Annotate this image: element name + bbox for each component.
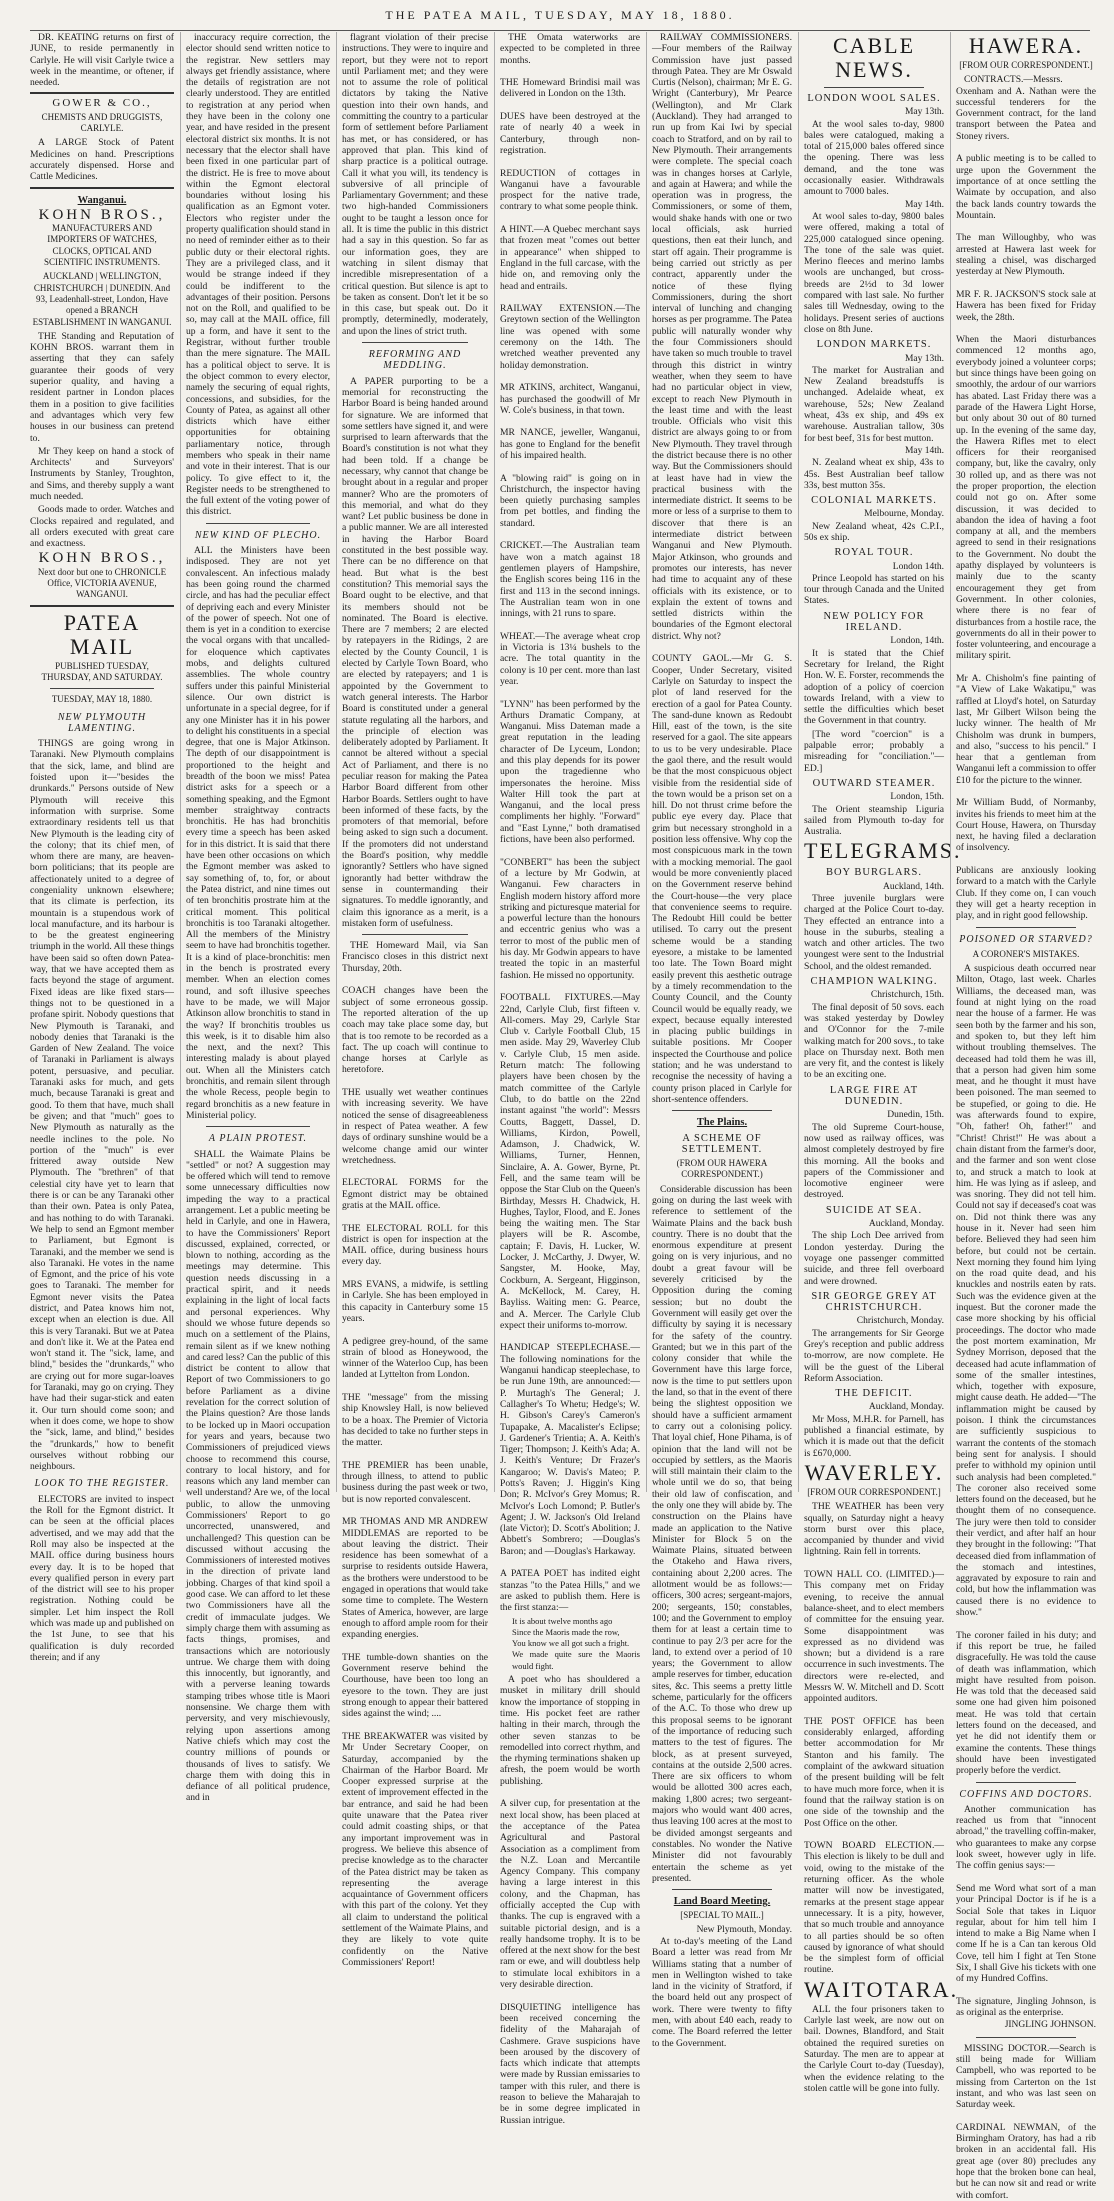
- news-items: THE Homeward Mail, via San Francisco closes in this district next Thursday, 20th. COACH changes have been the subject of some erroneous gossip. The reported alteration of the up coach may take place some day, but that is too remote to be recorded as a fact. The up coach will continue to change horses at Carlyle as heretofore. THE usually wet weather continues with increasing severity. We have noticed the sense of disagreeableness in respect of Patea weather. A few days of ordinary sunshine would be a welcome change amid our winter wretchedness. ELECTORAL FORMS for the Egmont district may be obtained gratis at the MAIL office. THE ELECTORAL ROLL for this district is open for inspection at the MAIL office, during business hours every day. MRS EVANS, a midwife, is settling in Carlyle. She has been employed in this capacity in Canterbury some 15 years. A pedigree grey-hound, of the same strain of blood as Honeywood, the winner of the Waterloo Cup, has been landed at Lyttelton from London. THE "message" from the missing ship Knowsley Hall, is now believed to be a hoax. The Premier of Victoria has decided to take no further steps in the matter. THE PREMIER has been unable, through illness, to attend to public business during the past week or two, but is now reported convalescent. MR THOMAS AND MR ANDREW MIDDLEMAS are reported to be about leaving the district. Their residence has been somewhat of a surprise to residents outside Hawera, as the brothers were understood to be engaged in operations that would take some time to complete. The Western States of America, however, are large enough to afford ample room for their expanding energies. THE tumble-down shanties on the Government reserve behind the Courthouse, have been too long an eyesore to the town. They are just strong enough to appear their battered sides against the wind; .... THE BREAKWATER was visited by Mr Under Secretary Cooper, on Saturday, accompanied by the Chairman of the Harbor Board. Mr Cooper expressed surprise at the extent of improvement effected in the bar entrance, and said he had been quite unaware that the Patea river could admit coasting ships, or that any important improvement was in progress. We believe this absence of precise knowledge as to the character of the Patea district may be taken as representing the average acquaintance of Government officers with this part of the colony. Yet they all claim to understand the political settlement of the Waimate Plains, and they are likely to vote quite confidently on the Native Commissioners' Report!: [342, 940, 488, 1968]
- article-heading: REFORMING AND MEDDLING.: [368, 349, 462, 372]
- article-body: ALL the Ministers have been indisposed. They are not yet convalescent. An infectious malady has been going round the charmed circle, and has had the peculiar effect of depriving each and every Minister of the power of speech. Not one of them is yet in a condition to exercise the vocal organs with that uncalled-for eloquence which captivates mobs, and delights cultured assemblies. The whole country suffers under this painful Ministerial silence. Our own district is unfortunate in a special degree, for if any one Minister has it in his power to delight his constituents in a special degree, that one is Major Atkinson. The depth of our disappointment is proportioned to the height and breadth of the boon we miss! Patea district asks for a speech or a something speaking, and the Egmont member straightway contracts bronchitis. He has had bronchitis every time a speech has been asked for in this district. It is said that there have been other occasions on which the Egmont member was asked to say something of, to, for, or about the Patea district, and nine times out of ten bronchitis prostrate him at the critical moment. This political bronchitis is too Taranaki altogether. All the members of the Ministry seem to have had bronchitis together. It is a kind of place-bronchitis: men in the bench is prostrated every member. When an election comes round, and soft illusive speeches have to be made, we will Major Atkinson allow bronchitis to stand in the way? If bronchitis troubles us this week, is it to disable him also the next, and the next? This interesting malady is about played out. When all the Ministers catch bronchitis, and remain silent through the whole Recess, people begin to regard bronchitis as a new feature in Ministerial policy.: [186, 545, 330, 1121]
- article-heading: NEW PLYMOUTH LAMENTING.: [57, 711, 147, 734]
- column-7: [950, 32, 1100, 2201]
- dateline: Auckland, Monday.: [868, 1219, 944, 1230]
- news-heading: SUICIDE AT SEA.: [825, 1204, 923, 1216]
- news-body: Prince Leopold has started on his tour through Canada and the United States.: [804, 572, 944, 607]
- section-heading: TELEGRAMS.: [804, 838, 962, 864]
- news-items: THE WEATHER has been very squally, on Saturday night a heavy storm burst over this place, accompanied by thunder and vivid lightning. Rain fell in torrents. TOWN HALL CO. (LIMITED.)—This company met on Friday evening, to receive the annual balance-sheet, and to elect members of committee for the ensuing year. Some disappointment was expressed as no dividend was shown; but a dividend is a rare occurrence in such investments. The directors were re-elected, and Messrs W. W. Mitchell and D. Scott appointed auditors. THE POST OFFICE has been considerably enlarged, affording better accommodation for Mr Stanton and his family. The complaint of the awkward situation of the present building will be felt to have much more force, when it is found that the railway station is on one side of the township and the Post Office on the other. TOWN BOARD ELECTION.—This election is likely to be dull and void, owing to the mistake of the returning officer. As the whole matter will now be investigated, remarks at the present stage appear unnecessary. It is a pity, however, that so much trouble and annoyance to all parties should be so often caused by ignorance of what should be the simplest form of official routine.: [804, 1501, 944, 1976]
- ad-kohn-sub: MANUFACTURERS AND IMPORTERS OF WATCHES, CLOCKS, OPTICAL AND SCIENTIFIC INSTRUMENTS.: [43, 223, 160, 268]
- news-heading: ROYAL TOUR.: [834, 547, 914, 559]
- news-heading: LARGE FIRE AT DUNEDIN.: [829, 1084, 919, 1108]
- article-source: [SPECIAL TO MAIL.]: [680, 1910, 764, 1921]
- news-items: THE Omata waterworks are expected to be completed in three months. THE Homeward Brindisi mail was delivered in London on the 13th. DUES have been destroyed at the rate of nearly 40 a week in Canterbury, through non-registration. REDUCTION of cottages in Wanganui have a favourable prospect for the native trade, contrary to what some people think. A HINT.—A Quebec merchant says that frozen meat "comes out better in appearance" when shipped to England in the full carcase, with the hide on, and removing only the head and entrails. RAILWAY EXTENSION.—The Greytown section of the Wellington line was opened with some ceremony on the 14th. The wretched weather prevented any holiday demonstration. MR ATKINS, architect, Wanganui, has purchased the goodwill of Mr W. Cole's business, in that town. MR NANCE, jeweller, Wanganui, has gone to England for the benefit of his impaired health. A "blowing raid" is going on in Christchurch, the inspector having been quietly purchasing samples from pet bottles, and finding the standard. CRICKET.—The Australian team have won a match against 18 gentlemen players of Hampshire, the English scores being 116 in the first and 113 in the second innings. The Australian team won in one innings, with 21 runs to spare. WHEAT.—The average wheat crop in Victoria is 13¼ bushels to the acre. The total quantity in the colony is 10 per cent. more than last year. "LYNN" has been performed by the Arthurs Dramatic Company, at Wanganui. Miss Dateman made a great reputation in the leading character of De Lyceum, London; and this play depends for its power upon the tragedienne who impersonates the heroine. Miss Walter Hill took the part at Wanganui, and the local press compliments her highly. "Forward" and "East Lynne," both dramatised fictions, have been also performed. "CONBERT" has been the subject of a lecture by Mr Godwin, at Wanganui. Few characters in English modern history afford more striking and picturesque material for a powerful lecture than the honours and eccentric genius who was a terror to most of the public men of his day. Mr Godwin appears to have treated the topic in an masterful fashion. He missed no opportunity. FOOTBALL FIXTURES.—May 22nd, Carlyle Club, first fifteen v. All-comers. May 29, Carlyle Star Club v. Carlyle Football Club, 15 men aside. May 29, Waverley Club v. Carlyle Club, 15 men aside. Return match: The following players have been chosen by the match committee of the Carlyle Club, to do battle on the 22nd instant against "the world": Messrs Coutts, Baggett, Dassel, D. Williams, Kirdon, Powell, Adamson, J. Chadwick, W. Williams, Turner, Hennen, Sinclaire, A. A. Gower, Byrne, Pt. Fell, and the same team will be oppose the Star Club on the Queen's Birthday, Messrs H. Chadwick, H. Hughes, Taylor, Flood, and E. Jones being the waiting men. The Star players will be R. Ascombe, captain; F. Davis, H. Lucker, W. Locker, J. McCarthy, J. Dwyer, W. Sangster, M. Hooke, May, Cockburn, A. Sergeant, Higginson, A. McKellock, M. Carey, H. Bayliss. Waiting men: G. Pearce, and A. Mercer. The Carlyle Club expect their uniforms to-morrow. HANDICAP STEEPLECHASE.—The following nominations for the Wanganui handicap steeplechase, to be run June 19th, are announced:—P. Murtagh's The General; J. Callagher's To Whetu; Hedge's; W. H. Gibson's Carey's Cameron's Tupapake, A. Macalister's Eclipse; J. Gardener's Trientia; A. A. Keith's Tiger; Thompson; J. Keith's Ada; A. J. Keith's Venture; Dr Frazer's Kangaroo; W. Davis's Mateo; P. Potts's Raven; J. Higgin's King Don; R. McIvor's Grey Momus; R. McIvor's Loch Lomond; P. Butler's Agent; J. W. Jackson's Old Ireland (late Victor); D. Scott's Abolition; J. Abbett's Sombrero; —Douglas's Baron; and —Douglas's Harkaway. A PATEA POET has indited eight stanzas "to the Patea Hills," and we are asked to publish them. Here is the first stanza:—: [500, 32, 640, 1614]
- news-body: The old Supreme Court-house, now used as railway offices, was almost completely destroyed by fire this morning. All the books and papers of the Commissioner and locomotive engineer were destroyed.: [804, 1121, 944, 1201]
- poem-verse: It is about twelve months ago Since the Maoris made the row, You know we all got such a fright. We made quite sure the Maoris would fight.: [512, 1615, 640, 1671]
- article-body: flagrant violation of their precise instructions. They were to inquire and report, but they were not to report until Parliament met; and they were not to assume the role of political dictators by taking the Native question into their own hands, and committing the country to a particular form of settlement before Parliament has met, or has considered, or has approved that plan. This kind of sharp practice is a political outrage. Call it what you will, its tendency is subversive of all principle of Parliamentary Government; and these two high-handed Commissioners ought to be taught a lesson once for all. It is time the public in this district had a say in this question. So far as our information goes, they are watching in silent dismay that incredible misrepresentation of a critical question. But silence is apt to be taken as consent. Don't let it be so in this case, but speak out. Do it promptly, determinedly, moderately, and upon the lines of strict truth.: [342, 32, 488, 337]
- news-body: The ship Loch Dee arrived from London yesterday. During the voyage one passenger committed suicide, and three fell overboard and were drowned.: [804, 1230, 944, 1287]
- signature: JINGLING JOHNSON.: [1004, 2020, 1096, 2031]
- news-body: The Orient steamship Liguria sailed from Plymouth to-day for Australia.: [804, 803, 944, 838]
- column-2: [180, 32, 334, 1804]
- article-body: inaccuracy require correction, the elector should send written notice to the registrar. New settlers may always get friendly assistance, where the details of registration are not clearly understood. They are entitled to registration at any period when they have been in the colony one year, and have resided in the present electoral district six months. It is not necessary that the elector shall have been fixed in one particular part of the district. He is free to move about within the Egmont electoral boundaries without losing his qualification as an Egmont voter. Electors who register under the property qualification should stand in no need of reminder either as to their public duty or their electoral rights. They are a privileged class, and it would be strange indeed if they could be indifferent to the advantages of their position. Persons not on the Roll, and qualified to be so, may call at the MAIL office, fill up a form, and have it sent to the Registrar, without further trouble than the mere signature. The MAIL has a political object to serve. It is the object common to every elector, namely the securing of equal rights, concessions, and subsidies, for the County of Patea, as against all other districts which have either opportunities for obtaining parliamentary notice, through members who speak in their name and vote in their interest. That is our policy. To give effect to it, the Register needs to be strengthened to the full extent of the voting power of this district.: [186, 32, 330, 518]
- news-body: The final deposit of 50 sovs. each was staked yesterday by Dowley and O'Connor for the 7-mile walking match for 200 sovs., to take place on Thursday next. Both men are very fit, and the contest is likely to be an exciting one.: [804, 1001, 944, 1081]
- news-heading: LONDON WOOL SALES.: [807, 93, 941, 104]
- paper-date: TUESDAY, MAY 18, 1880.: [51, 694, 153, 705]
- article-body: Another communication has reached us from that "innocent abroad," the travelling coffin-maker, who guarantees to make any corpse look sweet, however ugly in life. The coffin genius says:— Send me Word what sort of a man your Principal Doctor is if he is a Social Sole that takes in Liquor regular, about for him tell him I intend to make a Big Name when I come If he is a Can tan kerous Old Cove, tell him I fight at Ten Stone Six, I shall Give his tickets with one of my Hundred Coffins. The signature, Jingling Johnson, is as original as the enterprise.: [956, 1803, 1097, 2019]
- column-3: [336, 32, 492, 1968]
- ad-kohn2-body: Next door but one to CHRONICLE Office, VICTORIA AVENUE, WANGANUI.: [37, 566, 167, 600]
- article-subheading: A CORONER'S MISTAKES.: [972, 948, 1080, 959]
- news-items: CONTRACTS.—Messrs. Oxenham and A. Nathan were the successful tenderers for the Government contract, for the land transport between the Patea and Stoney rivers. A public meeting is to be called to urge upon the Government the importance of at once settling the Waimate by occupation, and also the back lands country towards the Mountain. The man Willoughby, who was arrested at Hawera last week for stealing a chisel, was discharged yesterday at New Plymouth. MR F. R. JACKSON'S stock sale at Hawera has been fixed for Friday week, the 28th. When the Maori disturbances commenced 12 months ago, everybody joined a volunteer corps; but since things have been going on smoothly, the ardour of our warriors has abated. Last Friday there was a parade of the Hawera Light Horse, but only about 30 out of 80 turned up. In the evening of the same day, the Hawera Rifles met to elect officers for their reorganised company, but, like the cavalry, only 30 rolled up, and as there was not the proper proportion, the election could not go on. After some discussion, it was decided to abandon the idea of having a foot company at all, and the members agreed to send in their resignations to the Government. No doubt the apathy displayed by volunteers is mainly due to the scanty encouragement they get from Government. In other colonies, where there is no fear of disturbances from a hostile race, the governments do all in their power to foster volunteering, and encourage a military spirit. Mr A. Chisholm's fine painting of "A View of Lake Wakatipu," was raffled at Lloyd's hotel, on Saturday last, Mr Gilbert Wilson being the lucky winner. The health of Mr Chisholm was drunk in bumpers, and also, "success to his pencil." I hear that a gentleman from Wanganui left a commission to offer £10 for the picture to the winner. Mr William Budd, of Normanby, invites his friends to meet him at the Court House, Hawera, on Thursday next, he having filed a declaration of insolvency. Publicans are anxiously looking forward to a match with the Carlyle Club. If they come on, I can vouch they will get a hearty reception in play, and in right good fellowship.: [956, 74, 1096, 922]
- news-heading: BOY BURGLARS.: [825, 867, 923, 879]
- ad-place: Wanganui.: [77, 194, 127, 206]
- article-body: At to-day's meeting of the Land Board a letter was read from Mr Williams stating that a number of men in Wellington wished to take land in the vicinity of Stratford, if the board held out any prospect of work. There were twenty to fifty men, with about £40 each, ready to come. The Board referred the letter to the Government.: [652, 1935, 792, 2049]
- dateline: Christchurch, Monday.: [856, 1316, 944, 1327]
- section-heading: CABLE NEWS.: [832, 33, 916, 82]
- article-body: A PAPER purporting to be a memorial for reconstructing the Harbor Board is being handed around for signature. We are informed that some settlers have signed it, and were surprised to learn afterwards that the Board's constitution is not what they had been told. If a change be necessary, why cannot that change be brought about in a regular and proper manner? Who are the promoters of this memorial, and what do they want? Let public business be done in a public manner. We are all interested in having the Harbor Board constituted in the best possible way. There can be no difference on that head. But what is the best constitution? This memorial says the Board ought to be elective, and that its members should not be nominated. The Board is elective. There are 7 members; 2 are elected by ratepayers in the Ridings, 2 are elected by the County Council, 1 is elected by Carlyle Town Board, who are elected by ratepayers; and 1 is appointed by the Government to watch general interests. The Harbor Board is constituted under a general statute regulating all the harbors, and the principle of election was deliberately adopted by Parliament. It cannot be altered without a special Act of Parliament, and there is no peculiar reason for making the Patea Harbor Board different from other Harbor Boards. Settlers ought to have been informed of these facts, by the promoters of that memorial, before being asked to sign such a document. If the promoters did not understand the Board's position, why meddle ignorantly? Settlers who have signed ignorantly had better withdraw the sense in countermanding their signatures. To meddle ignorantly, and claim this ignorance as a merit, is a mistaken form of usefulness.: [342, 375, 488, 929]
- dateline: London, 15th.: [890, 792, 944, 803]
- article-heading: NEW KIND OF PLECHO.: [194, 529, 322, 541]
- news-items: MISSING DOCTOR.—Search is still being made for William Campbell, who was reported to be missing from Carterton on the 1st instant, and who was last seen on Saturday week. CARDINAL NEWMAN, of the Birmingham Oratory, has had a rib broken in an accidental fall. His great age (over 80) precludes any hope that the broken bone can heal, but he can now sit and read or write with comfort.: [956, 2042, 1096, 2201]
- dateline: Auckland, Monday.: [868, 1402, 944, 1413]
- news-heading: SIR GEORGE GREY AT CHRISTCHURCH.: [811, 1290, 937, 1314]
- news-heading: OUTWARD STEAMER.: [812, 777, 936, 789]
- divider: [30, 187, 174, 189]
- news-heading: LONDON MARKETS.: [816, 339, 932, 351]
- article-heading: The Plains.: [696, 1117, 748, 1129]
- divider: [206, 523, 310, 524]
- news-heading: COLONIAL MARKETS.: [811, 495, 937, 507]
- article-body: SHALL the Waimate Plains be "settled" or not? A suggestion may be offered which will tend to remove some unnecessary difficulties now impeding the way to a practical arrangement. Let a public meeting be held in Carlyle, and one in Hawera, to have the Commissioners' Report discussed, explained, corrected, or blown to nothing, according as the meetings may determine. This question needs discussing in a practical spirit, and it needs explaining in the light of local facts and personal experiences. Why should we whose future depends so much on a settlement of the Plains, remain silent as if we knew nothing and cared less? Can the public of this district be content to allow that Report of two Commissioners to go before Parliament as a divine revelation for the correct solution of the Plains question? Are those lands to be locked up in Maori occupation for years and years, because two Commissioners of prejudiced views choose to recommend this course, contrary to local history, and for reasons which any land member can well understand? Are we, of the local public, to allow the unmoving Commissioners' Report to go uncorrected, unanswered, and unchallenged? This question can be discussed without accusing the Commissioners of interested motives in the direction of private land jobbing. Charges of that kind spoil a good case. We can afford to let these two Commissioners have all the credit of immaculate judges. We simply charge them with assuming as facts things, promises, and transactions which are notoriously untrue. We charge them with doing this innocently, but ignorantly, and with a perverse leaning towards stamping tribes whose title is Maori nonsensine. We charge them with perversity, and very mischievously, relying upon assertions among Native chiefs which may cost the country millions of pounds or thousands of lives to satisfy. We charge them with doing this in defiance of all political prudence, and in: [186, 1148, 330, 1804]
- ad-gower-title: GOWER & CO.,: [52, 97, 152, 110]
- paper-title: PATEA MAIL: [63, 609, 141, 659]
- ad-kohn-title: KOHN BROS.,: [38, 206, 166, 223]
- dateline: May 13th.: [904, 107, 944, 118]
- ad-gower-body: A LARGE Stock of Patent Medicines on hand. Prescriptions accurately dispensed. Horse and Cattle Medicines.: [30, 137, 174, 183]
- page-masthead: THE PATEA MAIL, TUESDAY, MAY 18, 1880.: [30, 8, 1090, 31]
- article-heading: Land Board Meeting.: [673, 1896, 771, 1908]
- divider: [824, 87, 924, 88]
- article-heading: A PLAIN PROTEST.: [208, 1133, 308, 1145]
- dateline: London, 14th.: [890, 636, 944, 647]
- divider: [672, 1110, 772, 1111]
- news-items: RAILWAY COMMISSIONERS.—Four members of the Railway Commission have just passed through Patea. They are Mr Oswald Curtis (Nelson), chairman; Mr E. G. Wright (Canterbury), Mr Pearce (Wellington), and Mr Clark (Auckland). They had arranged to run up from Kai Iwi by special coach to Stratford, and on by rail to New Plymouth. Their arrangements were complete. The special coach was in changes horses at Carlyle, and again at Hawera; and while the operation was in progress, the Commissioners, or some of them, would shake hands with one or two local officials, ask hurried questions, then eat their lunch, and start off again. Their programme is being carried out strictly as per contract, apparently under the notice of these flying Commissioners, during the short interval of lunching and changing horses as per programme. The Patea public will naturally wonder why the four Commissioners should have taken so much trouble to travel through this district in wintry weather, when they seem to have had no particular object in view, except to reach New Plymouth in the least time and with the least trouble. Officials who visit this district are always going to or from New Plymouth. They travel through the district because there is no other way. But the Commissioners should at least have had in view the practical business with the intermediate district. It seems to be more or less of a surprise to them to discover that there is an intermediate district between Wanganui and New Plymouth. Major Atkinson, who grounds and promotes our interests, has never had time to acquaint any of these officials with its existence, or to explain the extent of towns and settled districts within the boundaries of the Egmont electoral district. Why not? COUNTY GAOL.—Mr G. S. Cooper, Under Secretary, visited Carlyle on Saturday to inspect the plot of land reserved for the erection of a gaol for Patea County. The sand-dune known as Redoubt Hill, east of the town, is the site reserved for a gaol. The site appears to us to be very undesirable. Place the gaol there, and the result would be that the most conspicuous object visible from the residential side of the town would be a prison set on a hill. Do not thrust crime before the public eye every day. Place that grim but necessary stronghold in a position less offensive. Why cop the most conspicuous mark in the town with a mocking memorial. The gaol would be more conveniently placed on the Government reserve behind the Court-house—the very place that convenience seems to require. The Redoubt Hill could be better utilised. To carry out the present scheme would be a standing eyesore, a mistake to be lamented too late. The Town Board might easily prevent this aesthetic outrage by a timely recommendation to the County Council, and the County Council would be equally ready, we expect, because equally interested in placing public buildings in suitable positions. Mr Cooper inspected the Courthouse and police station; and he was understand to recognise the necessity of having a county prison placed in Carlyle for short-sentence offenders.: [652, 32, 792, 1105]
- ad-kohn2-title: KOHN BROS.,: [38, 550, 166, 567]
- news-items: A poet who has shouldered a musket in military drill should know the importance of stopping in time. His pocket feet are rather halting in their march, through the other seven stanzas to be remodelled into correct rhythm, and the rhyming terminations shaken up afresh, the poem would be worth publishing. A silver cup, for presentation at the next local show, has been placed at the acceptance of the Patea Agricultural and Pastoral Association as a compliment from the N.Z. Loan and Mercantile Agency Company. This company having a large interest in this colony, and the Chapman, has officially accepted the Cup with thanks. The cup is engraved with a suitable pictorial design, and is a really handsome trophy. It is to be offered at the next show for the best ram or ewe, and will doubtless help to stimulate local exhibitors in a very desirable direction. DISQUIETING intelligence has been received concerning the fidelity of the Maharajah of Cashmere. Grave suspicions have been aroused by the discovery of facts which indicate that attempts were made by Russian emissaries to tamper with this ruler, and there is reason to believe the Maharajah to be in some degree implicated in Russian intrigue.: [500, 1674, 640, 2126]
- dateline: Auckland, 14th.: [883, 881, 944, 892]
- ad-kohn-note: Mr They keep on hand a stock of Architects' and Surveyors' Instruments by Stanley, Troughton, and Sims, and thereby supply a want much needed.: [30, 445, 174, 502]
- column-6: [798, 32, 962, 2094]
- section-heading: HAWERA.: [968, 33, 1084, 58]
- ad-keating: DR. KEATING returns on first of JUNE, to reside permanently in Carlyle. He will visit Carlyle twice a week in the meantime, or oftener, if needed.: [30, 32, 174, 89]
- column-4: [494, 32, 644, 2126]
- editor-note: [The word "coercion" is a palpable error; probably a misreading for "conciliation."—ED.]: [804, 728, 944, 774]
- dateline: May 14th.: [904, 445, 944, 456]
- ad-gower-sub: CHEMISTS AND DRUGGISTS, CARLYLE.: [41, 111, 163, 134]
- news-body: Mr Moss, M.H.R. for Parnell, has published a financial estimate, by which it is made out that the deficit is £670,000.: [804, 1413, 944, 1459]
- divider: [30, 605, 174, 607]
- article-heading: LOOK TO THE REGISTER.: [34, 1478, 170, 1490]
- ad-kohn-note2: Goods made to order. Watches and Clocks repaired and regulated, and all orders executed with great care and exactness.: [30, 504, 174, 550]
- news-body: ALL the four prisoners taken to Carlyle last week, are now out on bail. Downes, Blandford, and Stait obtained the required sureties on Saturday. The men are to appear at the Carlyle Court to-day (Tuesday), when the evidence relating to the stolen cattle will be gone into fully.: [804, 2003, 944, 2094]
- divider: [976, 1782, 1076, 1783]
- article-body: THINGS are going wrong in Taranaki. New Plymouth complains that the sick, lame, and blind are foisted upon it—"besides the drunkards." Persons outside of New Plymouth will receive this information with surprise. Some extraordinary residents tell us that New Plymouth is the leading city of the colony; that its chief men, of whom there are many, are heaven-born politicians; that its people are affectionately united to a degree of congeniality unknown elsewhere; that its climate is perfection, its mountain is a stupendous work of local manufacture, and its harbour is to be the greatest engineering triumph in the world. All these things have been said so often down Patea-way, that we have accepted them as facts beyond the stage of argument. Fixed ideas are like fixed stars—things not to be questioned in a profane spirit. Nobody questions that New Plymouth is Taranaki, and nobody denies that Taranaki is the Garden of New Zealand. The voice of Taranaki in Parliament is always potent, persuasive, and peculiar. Taranaki asks for much, and gets much, because Taranaki is great and good. To them that have, much shall be given; and that "much" goes to New Plymouth as naturally as the needle inclines to the pole. No portion of the "much" is ever frittered away outside New Plymouth. The "brethren" of that celestial city have yet to learn that there is or can be any Taranaki other than their own. Patea is only Patea, and has nothing to do with Taranaki. We help to send an Egmont member to Parliament, but Egmont is Taranaki, and the member we send is also Taranaki. He votes in the name of Egmont, and the price of his vote goes to Taranaki. The member for Egmont never visits the Patea district, and Patea knows him not, except when an election is due. All this is very Taranaki. But we at Patea and don't like it. We at the Patea end won't stand it. The "sick, lame, and blind," besides the "drunkards," who are crying out for more sugar-loaves for Taranaki, may go on crying. They have had their sugar-stick and eaten it. Our turn should come soon; and when it does come, we hope to show the "sick, lame, and blind," besides the "drunkards," how to benefit ourselves without robbing our neighbours.: [30, 738, 174, 1473]
- article-source: (FROM OUR HAWERA CORRESPONDENT.): [676, 1158, 768, 1180]
- divider: [976, 927, 1076, 928]
- article-heading: COFFINS AND DOCTORS.: [959, 1788, 1093, 1800]
- article-body: A suspicious death occurred near Milton, Otago, last week. Charles Williams, the deceased man, was found at night lying on the road near the house of a farmer. He was seen both by the farmer and his son, and spoken to, but they left him without troubling themselves. The deceased had told them he was ill, that a person had given him some meat, and he thought it must have been poisoned. The man seemed to be stupefied, or going to die. He was afterwards found to expire, "Oh, father! Oh, father!" and "Christ! Christ!" He was about a chain distant from the farmer's door, and the farmer and son went close to, and struck a match to look at him. He was lying as if asleep, and was snoring. They did not tell him. Could not say if deceased's coat was on. Did not think there was any house in it. Never had seen him before. Believed they had seen him before, but could not be certain. Next morning they found him lying on the road quite dead, and his knuckles and nostrils eaten by rats. Such was the evidence given at the inquest. But the coroner made the case more shocking by his official proceedings. The doctor who made the post mortem examination, Mr Sydney Morrison, deposed that the deceased had acute inflammation of some of the smaller intestines, which, together with exposure, might cause death. He added—"The inflammation might be caused by poison. I think the circumstances are sufficiently suspicious to warrant the contents of the stomach being sent for analysis. I should prefer to withhold my opinion until such analysis had been completed." The coroner also received some letters found on the deceased, but he thought them of no consequence. The jury were then told to consider their verdict, and after half an hour they brought in the following: "That deceased died from inflammation of the stomach and intestines, aggravated by exposure to rain and cold, but how the inflammation was caused there is no evidence to show." The coroner failed in his duty; and if this report be true, he failed disgracefully. He was told the cause of death was inflammation, which might have resulted from poison. He was told that the deceased said some one had given him poisoned meat. He was told that certain letters found on the deceased, and yet he did not identify them or examine the contents. These things should have been investigated properly before the verdict.: [956, 963, 1096, 1777]
- dateline: May 13th.: [904, 353, 944, 364]
- news-body: The arrangements for Sir George Grey's reception and public address to-morrow, are now complete. He will be the guest of the Liberal Reform Association.: [804, 1327, 944, 1384]
- news-body: At the wool sales to-day, 9800 bales were catalogued, making a total of 215,000 bales offered since the opening. There was less demand, and the tone was occasionally easier. Withdrawals amount to 7000 bales.: [804, 118, 944, 198]
- dateline: Christchurch, 15th.: [870, 990, 944, 1001]
- news-heading: CHAMPION WALKING.: [810, 976, 938, 988]
- news-body: N. Zealand wheat ex ship, 43s to 45s. Best Australian beef tallow 33s, best mutton 35s.: [804, 457, 944, 491]
- news-heading: THE DEFICIT.: [835, 1388, 913, 1400]
- news-body: The market for Australian and New Zealand breadstuffs is unchanged. Adelaide wheat, ex warehouse, 52s; New Zealand wheat, 43s ex ship, and 49s ex warehouse. Australian tallow, 30s for best beef, 31s for best mutton.: [804, 364, 944, 444]
- columns: [30, 32, 1100, 2201]
- dateline: New Plymouth, Monday.: [696, 1924, 792, 1935]
- divider: [362, 342, 468, 343]
- column-5: [646, 32, 796, 2049]
- article-source: [FROM OUR CORRESPONDENT.]: [807, 1486, 941, 1497]
- section-heading: WAVERLEY.: [804, 1459, 944, 1485]
- divider: [976, 2037, 1076, 2038]
- dateline: Dunedin, 15th.: [887, 1110, 944, 1121]
- dateline: May 14th.: [904, 199, 944, 210]
- divider: [672, 1889, 772, 1890]
- news-body: Three juvenile burglars were charged at the Police Court to-day. They effected an entrance into a house in the suburbs, stealing a watch and other articles. The two youngest were sent to the Industrial School, and the oldest remanded.: [804, 893, 944, 972]
- ad-kohn-address: AUCKLAND | WELLINGTON, CHRISTCHURCH | DUNEDIN. And 93, Leadenhall-street, London, Have opened a BRANCH ESTABLISHMENT IN WANGANUI.: [32, 271, 172, 327]
- article-heading: POISONED OR STARVED?: [959, 933, 1093, 945]
- article-body: Considerable discussion has been going on during the last week with reference to settlement of the Waimate Plains and the back bush country. There is no doubt that the enormous expenditure at present going on is very injurious, and no doubt a great favour will be severely criticised by the Opposition during the coming session; but no doubt the Government will easily get over the difficulty by saying it is necessary for the safety of the country. Granted; but we in this part of the colony consider that while the Government have this large force, now is the time to put settlers upon the land, so that in the event of there being the slightest opposition we should have a sufficient armament to carry out a colonising policy. That loyal chief, Hone Pihama, is of opinion that the land will not be occupied by settlers, as the Maoris will still maintain their claim to the whole until we do so, that being their old law of confiscation, and the only one they will abide by. The construction on the Plains have made an application to the Native Minister for Block 5 on the Waimate Plains, situated between the Otakeho and Hawa rivers, containing about 2,200 acres. The allotment would be as follows:—officers, 300 acres; sergeant-majors, 200; sergeants, 150; constables, 100; and the Government to employ them for at least a certain time to continue to pay 2/3 per acre for the land, to extend over a period of 10 years; the Government to allow ample reserves for timber, education sites, &c. This seems a pretty little scheme, particularly for the officers of the A.C. To those who drew up this proposal seems to be ignorant of the importance of reducing such matters to the test of figures. The block, as at present surveyed, contains at the outside 2,500 acres. There are six officers to whom would be allotted 300 acres each, making 1,800 acres; two sergeant-majors who would want 400 acres, thus leaving 100 acres at the most to be divided amongst sergeants and constables. No wonder the Native Minister did not favourably entertain the scheme as yet presented.: [652, 1183, 792, 1884]
- article-body: ELECTORS are invited to inspect the Roll for the Egmont district. It can be seen at the official places advertised, and we may add that the Roll may also be inspected at the MAIL office during business hours every day. It is to be hoped that every qualified person in every part of the district will see to his proper registration. Nothing could be simpler. Let him inspect the Roll which was made up and published on the 1st June, to see that his qualification is duly recorded therein; and if any: [30, 1493, 174, 1663]
- paper-publication: PUBLISHED TUESDAY, THURSDAY, AND SATURDAY.: [41, 660, 163, 682]
- divider: [362, 934, 468, 935]
- column-1: [30, 32, 178, 1663]
- divider: [30, 92, 174, 94]
- news-body: At wool sales to-day, 9800 bales were offered, making a total of 225,000 catalogued since opening. The tone of the sale was quiet. Merino fleeces and merino lambs wools are unchanged, but cross-breeds are 2½d to 3d lower compared with last sale. No further sales till Wednesday, owing to the holidays. Present series of auctions close on 8th June.: [804, 210, 944, 335]
- news-heading: NEW POLICY FOR IRELAND.: [823, 610, 925, 634]
- article-subheading: A SCHEME OF SETTLEMENT.: [681, 1132, 763, 1155]
- news-body: New Zealand wheat, 42s C.P.I., 50s ex ship.: [804, 520, 944, 543]
- divider: [50, 688, 154, 689]
- news-body: It is stated that the Chief Secretary for Ireland, the Right Hon. W. E. Forster, recommends the adoption of a policy of coercion towards Ireland, with a view to settle the difficulties which beset the Government in that country.: [804, 647, 944, 727]
- article-source: [FROM OUR CORRESPONDENT.]: [959, 60, 1093, 70]
- ad-kohn-body: THE Standing and Reputation of KOHN BROS. warrant them in asserting that they can safely guarantee their goods of very superior quality, and having a resident partner in London places them in a position to give facilities and advantages which very few houses in our business can pretend to.: [30, 330, 174, 444]
- section-heading: WAITOTARA.: [804, 1976, 959, 2002]
- dateline: Melbourne, Monday.: [864, 509, 944, 520]
- dateline: London 14th.: [892, 561, 944, 572]
- divider: [206, 1126, 310, 1127]
